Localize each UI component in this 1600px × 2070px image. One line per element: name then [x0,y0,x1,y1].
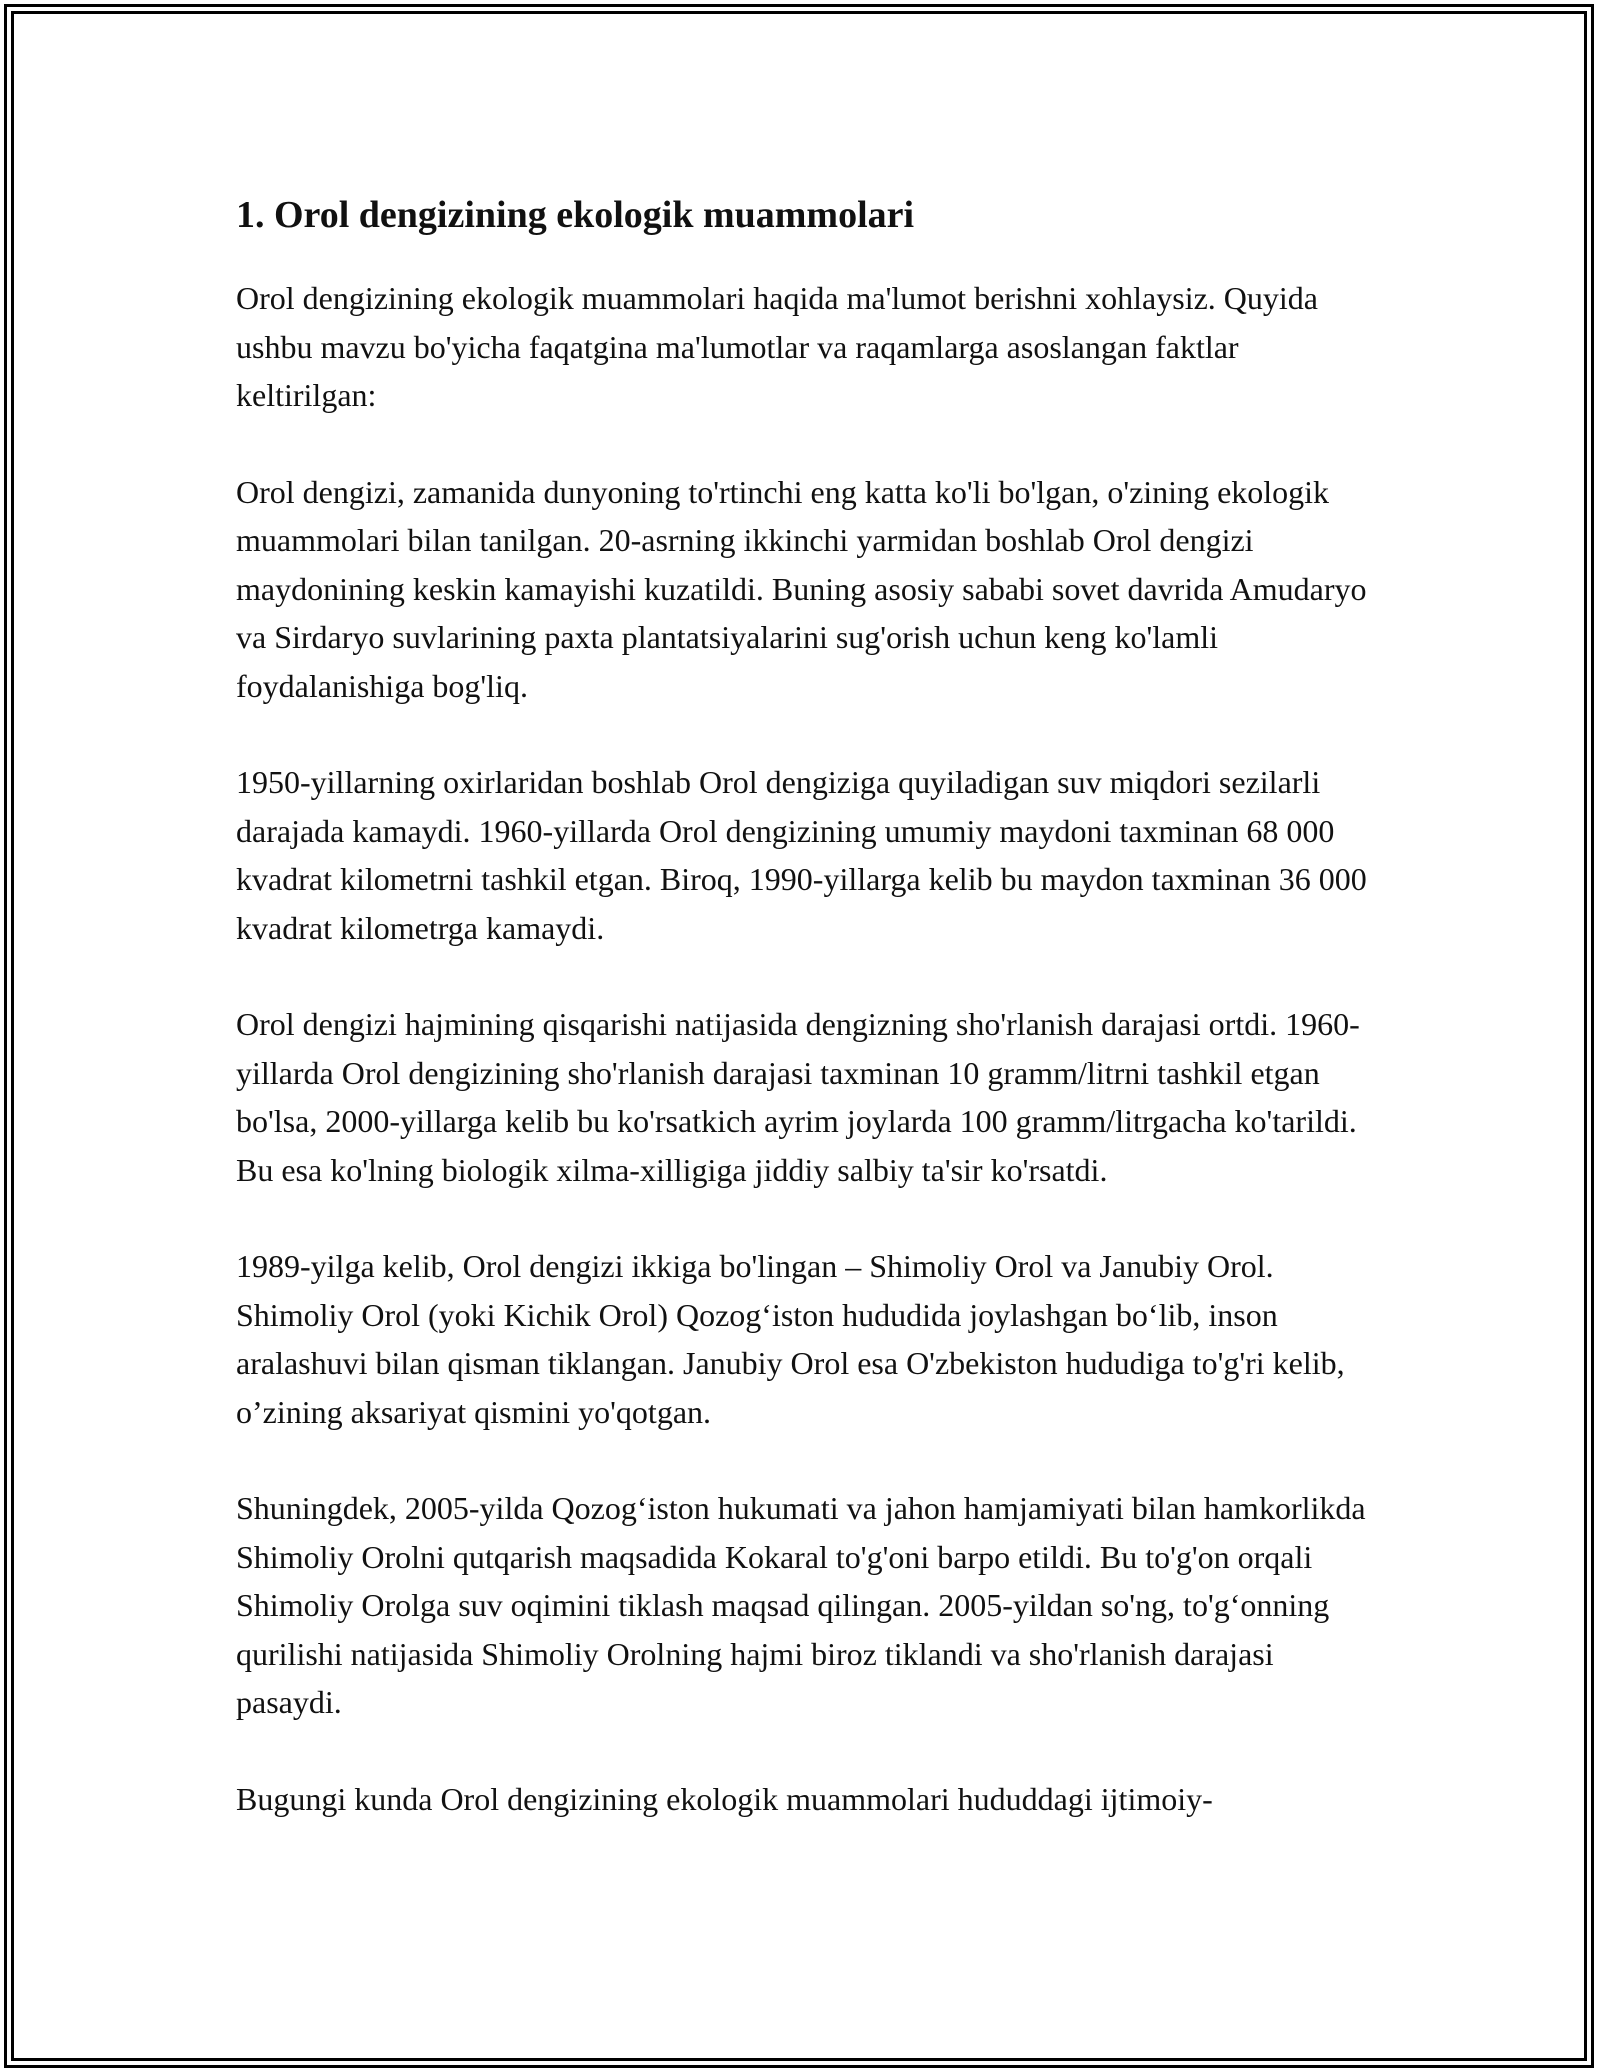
paragraph-intro: Orol dengizining ekologik muammolari haqida ma'lumot berishni xohlaysiz. Quyida ushbu mavzu bo'yicha faqatgina ma'lumotlar va raqamlarga asoslangan faktlar keltirilgan: [236,280,1318,413]
section-title: 1. Orol dengizining ekologik muammolari [236,194,915,236]
paragraph-kokaral-dam: Shuningdek, 2005-yilda Qozog‘iston hukumati va jahon hamjamiyati bilan hamkorlikda Shimoliy Orolni qutqarish maqsadida Kokaral to'g'oni barpo etildi. Bu to'g'on orqali Shimoliy Orolga suv oqimini tiklash maqsad qilingan. 2005-yildan so'ng, to'g‘onning qurilishi natijasida Shimoliy Orolning hajmi biroz tiklandi va sho'rlanish darajasi pasaydi. [236,1490,1366,1720]
paragraph-area-decline: 1950-yillarning oxirlaridan boshlab Orol dengiziga quyiladigan suv miqdori sezilarli darajada kamaydi. 1960-yillarda Orol dengizining umumiy maydoni taxminan 68 000 kvadrat kilometrni tashkil etgan. Biroq, 1990-yillarga kelib bu maydon taxminan 36 000 kvadrat kilometrga kamaydi. [236,764,1367,946]
paragraph-today: Bugungi kunda Orol dengizining ekologik muammolari hududdagi ijtimoiy- [236,1780,1213,1817]
paragraph-history: Orol dengizi, zamanida dunyoning to'rtinchi eng katta ko'li bo'lgan, o'zining ekologik muammolari bilan tanilgan. 20-asrning ikkinchi yarmidan boshlab Orol dengizi maydonining keskin kamayishi kuzatildi. Buning asosiy sababi sovet davrida Amudaryo va Sirdaryo suvlarining paxta plantatsiyalarini sug'orish uchun keng ko'lamli foydalanishiga bog'liq. [236,473,1367,704]
paragraph-salinity: Orol dengizi hajmining qisqarishi natijasida dengizning sho'rlanish darajasi ortdi. 1960-yillarda Orol dengizining sho'rlanish darajasi taxminan 10 gramm/litrni tashkil etgan bo'lsa, 2000-yillarga kelib bu ko'rsatkich ayrim joylarda 100 gramm/litrgacha ko'tarildi. Bu esa ko'lning biologik xilma-xilligiga jiddiy salbiy ta'sir ko'rsatdi. [236,1006,1360,1188]
paragraph-split: 1989-yilga kelib, Orol dengizi ikkiga bo'lingan – Shimoliy Orol va Janubiy Orol. Shimoliy Orol (yoki Kichik Orol) Qozog‘iston hududida joylashgan bo‘lib, inson aralashuvi bilan qisman tiklangan. Janubiy Orol esa O'zbekiston hududiga to'g'ri kelib, o’zining aksariyat qismini yo'qotgan. [236,1248,1345,1430]
document-body [236,190,1376,1871]
